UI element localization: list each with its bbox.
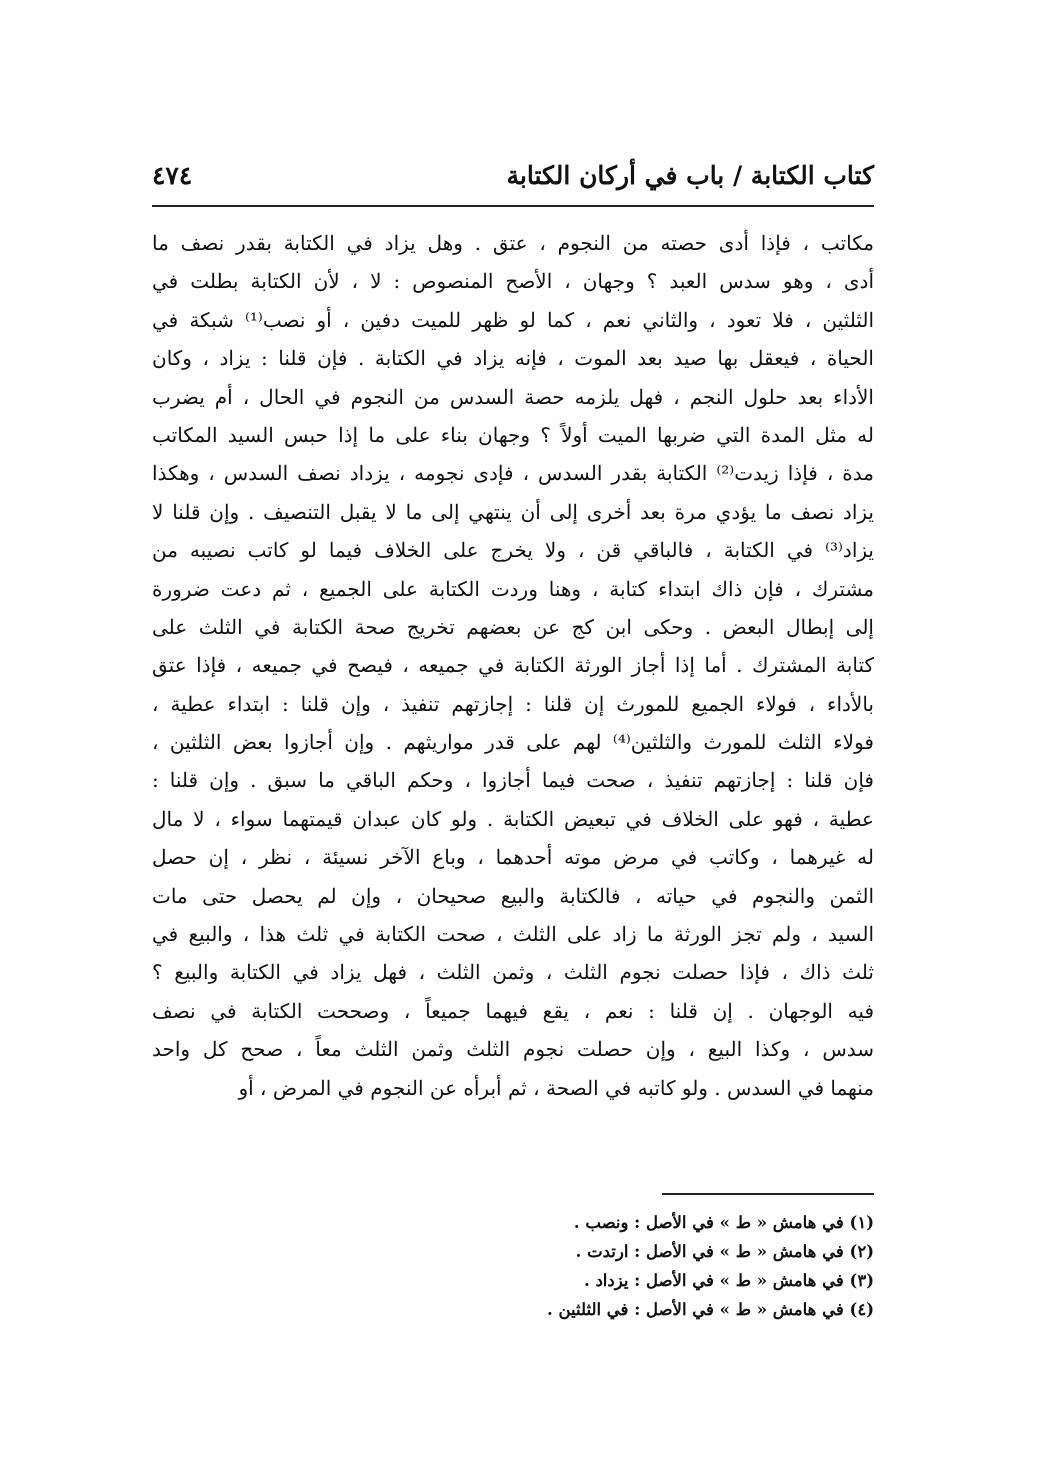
text-line: يزاد نصف ما يؤدي مرة بعد أخرى إلى أن ينتهي إلى ما لا يقبل التنصيف . وإن قلنا لا [152, 499, 874, 524]
text-line: فإن قلنا : إجازتهم تنفيذ ، صحت فيما أجازوا ، وحكم الباقي ما سبق . وإن قلنا : [152, 768, 874, 793]
text-line: مكاتب ، فإذا أدى حصته من النجوم ، عتق . وهل يزاد في الكتابة بقدر نصف ما [152, 231, 874, 255]
text-line: إلى إبطال البعض . وحكى ابن كج عن بعضهم تخريج صحة الكتابة في الثلث على [152, 614, 874, 639]
footnote-1: (١) في هامش « ط » في الأصل : ونصب . [573, 1213, 874, 1232]
text-line: فولاء الثلث للمورث والثلثين⁽⁴⁾ لهم على قدر مواريثهم . وإن أجازوا بعض الثلثين ، [152, 730, 874, 755]
text-line: الثلثين ، فلا تعود ، والثاني نعم ، كما لو ظهر للميت دفين ، أو نصب⁽¹⁾ شبكة في [152, 307, 874, 332]
text-line: له غيرهما ، وكاتب في مرض موته أحدهما ، وباع الآخر نسيئة ، نظر ، إن حصل [152, 845, 874, 870]
text-line: منهما في السدس . ولو كاتبه في الصحة ، ثم أبرأه عن النجوم في المرض ، أو [238, 1075, 874, 1100]
body-text [152, 224, 874, 1107]
footnote-divider [662, 1193, 874, 1195]
page-number: ٤٧٤ [152, 161, 193, 190]
text-line: الأداء بعد حلول النجم ، فهل يلزمه حصة السدس من النجوم في الحال ، أم يضرب [152, 384, 874, 409]
text-line: سدس ، وكذا البيع ، وإن حصلت نجوم الثلث وثمن الثلث معاً ، صحح كل واحد [152, 1037, 874, 1062]
text-line: فيه الوجهان . إن قلنا : نعم ، يقع فيهما جميعاً ، وصححت الكتابة في نصف [152, 998, 874, 1023]
running-header [152, 158, 874, 200]
text-line: عطية ، فهو على الخلاف في تبعيض الكتابة . ولو كان عبدان قيمتهما سواء ، لا مال [152, 806, 874, 831]
text-line: له مثل المدة التي ضربها الميت أولاً ؟ وجهان بناء على ما إذا حبس السيد المكاتب [152, 422, 874, 447]
text-line: بالأداء ، فولاء الجميع للمورث إن قلنا : إجازتهم تنفيذ ، وإن قلنا : ابتداء عطية ، [152, 691, 874, 716]
text-line: يزاد⁽³⁾ في الكتابة ، فالباقي قن ، ولا يخرج على الخلاف فيما لو كاتب نصيبه من [152, 538, 874, 563]
text-line: الحياة ، فيعقل بها صيد بعد الموت ، فإنه يزاد في الكتابة . فإن قلنا : يزاد ، وكان [152, 346, 874, 371]
text-line: كتابة المشترك . أما إذا أجاز الورثة الكتابة في جميعه ، فيصح في جميعه ، فإذا عتق [152, 653, 874, 678]
running-title: كتاب الكتابة / باب في أركان الكتابة [506, 161, 874, 190]
footnote-4: (٤) في هامش « ط » في الأصل : في الثلثين . [547, 1300, 874, 1319]
header-divider [152, 205, 874, 207]
text-line: ثلث ذاك ، فإذا حصلت نجوم الثلث ، وثمن الثلث ، فهل يزاد في الكتابة والبيع ؟ [152, 960, 874, 985]
footnote-2: (٢) في هامش « ط » في الأصل : ارتدت . [575, 1242, 874, 1261]
text-line: السيد ، ولم تجز الورثة ما زاد على الثلث ، صحت الكتابة في ثلث هذا ، والبيع في [152, 922, 874, 947]
footnote-3: (٣) في هامش « ط » في الأصل : يزداد . [583, 1271, 874, 1290]
footnotes [420, 1208, 874, 1324]
text-line: الثمن والنجوم في حياته ، فالكتابة والبيع صحيحان ، وإن لم يحصل حتى مات [152, 883, 874, 908]
text-line: مشترك ، فإن ذاك ابتداء كتابة ، وهنا وردت الكتابة على الجميع ، ثم دعت ضرورة [152, 576, 874, 601]
text-line: مدة ، فإذا زيدت⁽²⁾ الكتابة بقدر السدس ، فإدى نجومه ، يزداد نصف السدس ، وهكذا [152, 461, 874, 486]
text-line: أدى ، وهو سدس العبد ؟ وجهان ، الأصح المنصوص : لا ، لأن الكتابة بطلت في [152, 269, 874, 294]
